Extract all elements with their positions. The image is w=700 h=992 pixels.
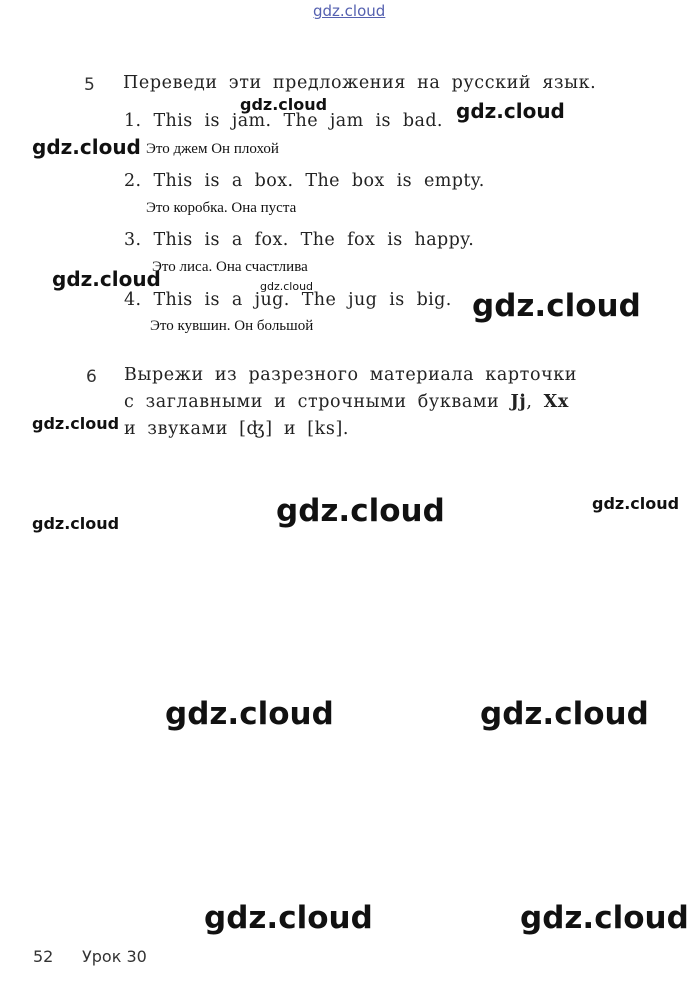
watermark: gdz.cloud: [204, 900, 373, 936]
exercise-6-number: 6: [86, 367, 97, 387]
sentence-1: 1. This is jam. The jam is bad.: [124, 111, 443, 131]
answer-4: Это кувшин. Он большой: [150, 318, 314, 334]
watermark: gdz.cloud: [32, 135, 141, 159]
watermark: gdz.cloud: [276, 493, 445, 529]
exercise-5-instruction: Переведи эти предложения на русский язык.: [123, 73, 597, 93]
sentence-3: 3. This is a fox. The fox is happy.: [124, 230, 475, 250]
exercise-6-line-3: и звуками [ʤ] и [ks].: [124, 419, 350, 439]
letters-jj: Jj: [510, 392, 527, 412]
exercise-6-line-2: [124, 392, 569, 412]
watermark: gdz.cloud: [165, 696, 334, 732]
watermark-top[interactable]: gdz.cloud: [313, 2, 386, 20]
answer-2: Это коробка. Она пуста: [146, 200, 297, 216]
lesson-label: Урок 30: [82, 947, 147, 966]
watermark: gdz.cloud: [520, 900, 689, 936]
watermark: gdz.cloud: [472, 288, 641, 324]
page-number: 52: [33, 947, 54, 966]
sentence-4: 4. This is a jug. The jug is big.: [124, 290, 452, 310]
answer-3: Это лиса. Она счастлива: [152, 259, 308, 275]
watermark: gdz.cloud: [32, 514, 120, 533]
sentence-2: 2. This is a box. The box is empty.: [124, 171, 485, 191]
watermark: gdz.cloud: [592, 494, 680, 513]
watermark: gdz.cloud: [260, 280, 314, 293]
exercise-6-line-2-text: с заглавными и строчными буквами: [124, 392, 511, 412]
watermark: gdz.cloud: [32, 414, 120, 433]
exercise-5-number: 5: [84, 75, 95, 95]
separator: ,: [526, 392, 544, 412]
watermark: gdz.cloud: [480, 696, 649, 732]
watermark: gdz.cloud: [456, 99, 565, 123]
letters-xx: Xx: [543, 392, 569, 412]
answer-1: Это джем Он плохой: [146, 141, 279, 157]
watermark: gdz.cloud: [240, 95, 328, 114]
watermark: gdz.cloud: [52, 267, 161, 291]
exercise-6-line-1: Вырежи из разрезного материала карточки: [124, 365, 578, 385]
